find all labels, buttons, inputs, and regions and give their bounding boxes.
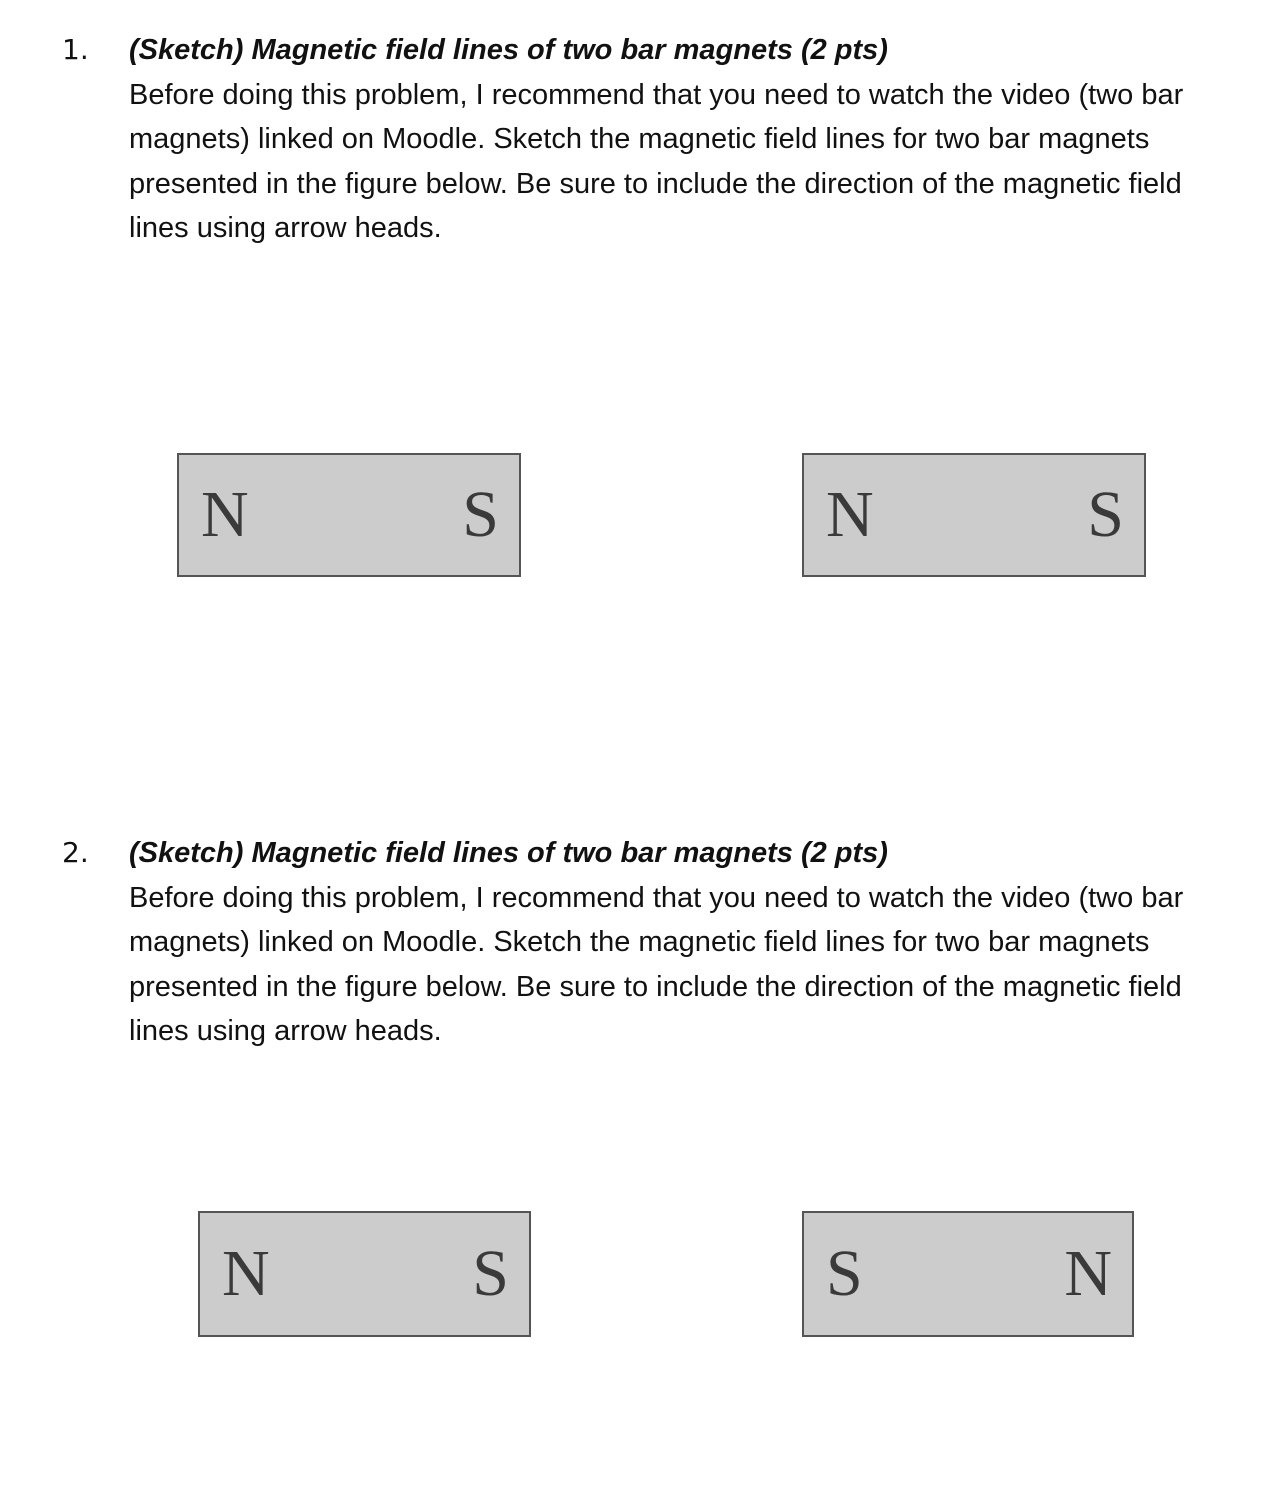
bar-magnet-2b xyxy=(802,1211,1134,1337)
south-pole-label: S xyxy=(462,478,499,551)
north-pole-label: N xyxy=(1064,1237,1112,1310)
problem-number: 2. xyxy=(62,836,89,869)
north-pole-label: N xyxy=(222,1237,270,1310)
problem-text xyxy=(129,831,1219,1054)
south-pole-label: S xyxy=(826,1237,863,1310)
problem-body: Before doing this problem, I recommend that you need to watch the video (two bar magnets) linked on Moodle. Sketch the magnetic field lines for two bar magnets presented in the figure below. Be sure to include the direction of the magnetic field lines using arrow heads. xyxy=(129,78,1184,244)
north-pole-label: N xyxy=(826,478,874,551)
south-pole-label: S xyxy=(1087,478,1124,551)
south-pole-label: S xyxy=(472,1237,509,1310)
problem-body: Before doing this problem, I recommend that you need to watch the video (two bar magnets) linked on Moodle. Sketch the magnetic field lines for two bar magnets presented in the figure below. Be sure to include the direction of the magnetic field lines using arrow heads. xyxy=(129,881,1184,1047)
north-pole-label: N xyxy=(201,478,249,551)
problem-title: (Sketch) Magnetic field lines of two bar magnets (2 pts) xyxy=(129,837,888,869)
problem-title: (Sketch) Magnetic field lines of two bar magnets (2 pts) xyxy=(129,34,888,66)
bar-magnet-2a xyxy=(198,1211,531,1337)
bar-magnet-1b xyxy=(802,453,1146,577)
bar-magnet-1a xyxy=(177,453,521,577)
problem-number: 1. xyxy=(62,33,89,66)
problem-text xyxy=(129,28,1219,251)
